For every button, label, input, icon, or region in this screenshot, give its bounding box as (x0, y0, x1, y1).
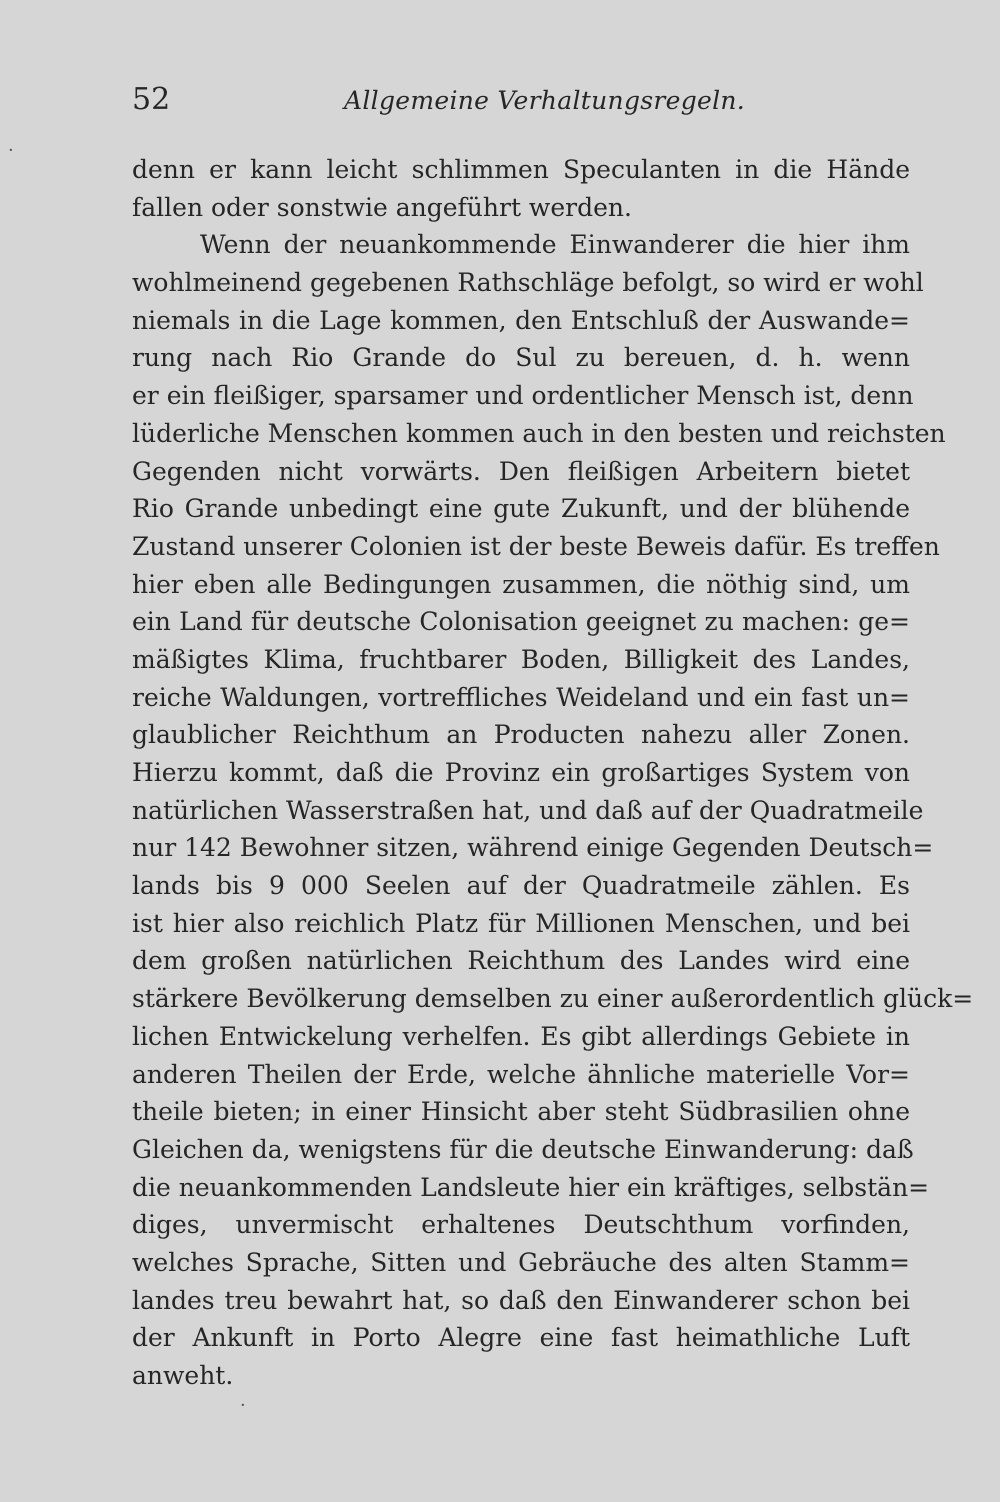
text-line: anweht. (132, 1361, 234, 1390)
text-line: mäßigtes Klima, fruchtbarer Boden, Billigkeit des Landes, (132, 644, 910, 674)
page-header (132, 82, 912, 122)
text-line: reiche Waldungen, vortreffliches Weideland und ein fast un= (132, 682, 910, 712)
body-text (132, 151, 974, 1395)
text-line: Rio Grande unbedingt eine gute Zukunft, und der blühende (132, 494, 910, 524)
text-line: nur 142 Bewohner sitzen, während einige Gegenden Deutsch= (132, 833, 934, 863)
running-title: Allgemeine Verhaltungsregeln. (344, 86, 746, 115)
text-line: diges, unvermischt erhaltenes Deutschthum vorfinden, (132, 1210, 910, 1240)
margin-speck: · (8, 140, 14, 161)
text-line: landes treu bewahrt hat, so daß den Einwanderer schon bei (132, 1285, 910, 1315)
text-line: niemals in die Lage kommen, den Entschluß der Auswande= (132, 305, 910, 335)
text-line: Gleichen da, wenigstens für die deutsche Einwanderung: daß (132, 1134, 914, 1164)
text-line: natürlichen Wasserstraßen hat, und daß auf der Quadratmeile (132, 795, 924, 825)
text-line: fallen oder sonstwie angeführt werden. (132, 192, 632, 222)
text-line: denn er kann leicht schlimmen Speculanten in die Hände (132, 155, 910, 184)
text-line: die neuankommenden Landsleute hier ein kräftiges, selbstän= (132, 1172, 930, 1202)
text-line: hier eben alle Bedingungen zusammen, die nöthig sind, um (132, 569, 910, 599)
text-line: Hierzu kommt, daß die Provinz ein großartiges System von (132, 758, 910, 787)
text-line: glaublicher Reichthum an Producten nahezu aller Zonen. (132, 720, 910, 750)
text-line: anderen Theilen der Erde, welche ähnliche materielle Vor= (132, 1059, 910, 1089)
text-line: Wenn der neuankommende Einwanderer die hier ihm (200, 230, 910, 260)
text-line: lichen Entwickelung verhelfen. Es gibt allerdings Gebiete in (132, 1021, 910, 1051)
page-number: 52 (132, 82, 171, 117)
text-line: stärkere Bevölkerung demselben zu einer außerordentlich glück= (132, 984, 974, 1014)
text-line: Gegenden nicht vorwärts. Den fleißigen Arbeitern bietet (132, 456, 910, 486)
text-line: lands bis 9 000 Seelen auf der Quadratmeile zählen. Es (132, 871, 910, 901)
margin-speck: · (240, 1395, 246, 1416)
text-line: wohlmeinend gegebenen Rathschläge befolgt, so wird er wohl (132, 268, 924, 298)
text-line: der Ankunft in Porto Alegre eine fast heimathliche Luft (132, 1323, 910, 1353)
text-line: lüderliche Menschen kommen auch in den besten und reichsten (132, 418, 946, 448)
text-line: ein Land für deutsche Colonisation geeignet zu machen: ge= (132, 607, 910, 637)
text-line: rung nach Rio Grande do Sul zu bereuen, d. h. wenn (132, 343, 910, 373)
text-line: ist hier also reichlich Platz für Millionen Menschen, und bei (132, 908, 910, 938)
text-line: welches Sprache, Sitten und Gebräuche des alten Stamm= (132, 1247, 910, 1277)
text-line: dem großen natürlichen Reichthum des Landes wird eine (132, 946, 910, 976)
text-line: Zustand unserer Colonien ist der beste Beweis dafür. Es treffen (132, 531, 940, 561)
text-line: theile bieten; in einer Hinsicht aber steht Südbrasilien ohne (132, 1097, 910, 1127)
text-line: er ein fleißiger, sparsamer und ordentlicher Mensch ist, denn (132, 381, 914, 411)
